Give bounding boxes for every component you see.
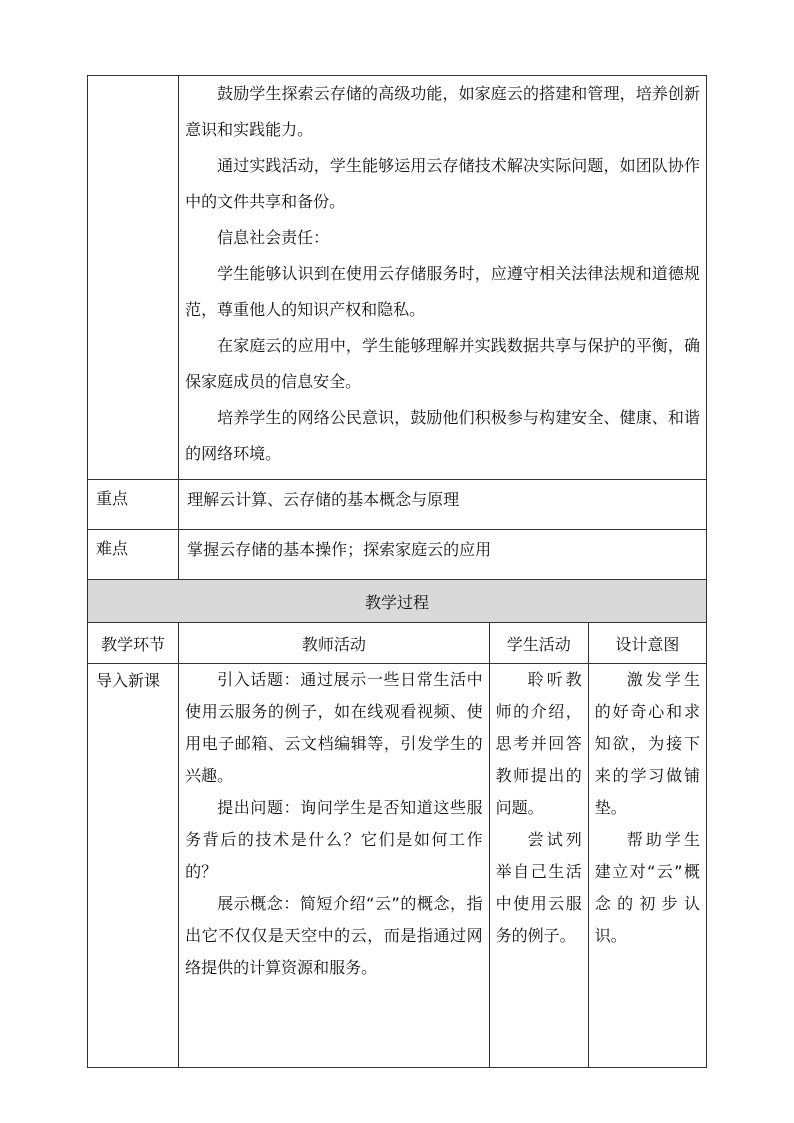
objectives-cell xyxy=(179,76,707,480)
objectives-row xyxy=(88,76,707,480)
objective-paragraph: 鼓励学生探索云存储的高级功能，如家庭云的搭建和管理，培养创新意识和实践能力。 xyxy=(185,84,700,139)
teacher-activity-paragraph: 提出问题：询问学生是否知道这些服务背后的技术是什么？它们是如何工作的？ xyxy=(185,798,483,881)
objective-paragraph: 在家庭云的应用中，学生能够理解并实践数据共享与保护的平衡，确保家庭成员的信息安全。 xyxy=(185,336,700,391)
objective-heading: 信息社会责任： xyxy=(217,228,330,247)
process-title: 教学过程 xyxy=(88,580,707,623)
header-student: 学生活动 xyxy=(489,623,588,664)
teacher-activity-paragraph: 引入话题：通过展示一些日常生活中使用云服务的例子，如在线观看视频、使用电子邮箱、云文档编辑等，引发学生的兴趣。 xyxy=(185,670,483,785)
process-title-row xyxy=(88,580,707,623)
objectives-label-cell xyxy=(88,76,179,480)
student-activity-cell xyxy=(489,664,588,1068)
lesson-plan-table xyxy=(87,75,707,1068)
key-point-label: 重点 xyxy=(88,480,179,530)
objective-paragraph: 学生能够认识到在使用云存储服务时，应遵守相关法律法规和道德规范，尊重他人的知识产权和隐私。 xyxy=(185,264,700,319)
teacher-activity-cell xyxy=(179,664,489,1068)
design-intent-paragraph: 帮助学生建立对“云”概念的初步认识。 xyxy=(594,830,700,945)
design-intent-paragraph: 激发学生的好奇心和求知欲，为接下来的学习做铺垫。 xyxy=(594,670,700,817)
teacher-activity-paragraph: 展示概念：简短介绍“云”的概念，指出它不仅仅是天空中的云，而是指通过网络提供的计算资源和服务。 xyxy=(185,894,483,977)
objective-paragraph: 通过实践活动，学生能够运用云存储技术解决实际问题，如团队协作中的文件共享和备份。 xyxy=(185,156,700,211)
header-teacher: 教师活动 xyxy=(179,623,489,664)
design-intent-cell xyxy=(588,664,706,1068)
stage-label: 导入新课 xyxy=(88,664,179,1068)
process-header-row xyxy=(88,623,707,664)
header-stage: 教学环节 xyxy=(88,623,179,664)
student-activity-paragraph: 尝试列举自己生活中使用云服务的例子。 xyxy=(495,830,582,945)
key-point-value: 理解云计算、云存储的基本概念与原理 xyxy=(179,480,707,530)
objective-paragraph: 培养学生的网络公民意识，鼓励他们积极参与构建安全、健康、和谐的网络环境。 xyxy=(185,408,700,463)
process-row-intro xyxy=(88,664,707,1068)
header-intent: 设计意图 xyxy=(588,623,706,664)
difficulty-value: 掌握云存储的基本操作；探索家庭云的应用 xyxy=(179,530,707,580)
student-activity-paragraph: 聆听教师的介绍，思考并回答教师提出的问题。 xyxy=(495,670,582,817)
key-point-row xyxy=(88,480,707,530)
difficulty-row xyxy=(88,530,707,580)
difficulty-label: 难点 xyxy=(88,530,179,580)
